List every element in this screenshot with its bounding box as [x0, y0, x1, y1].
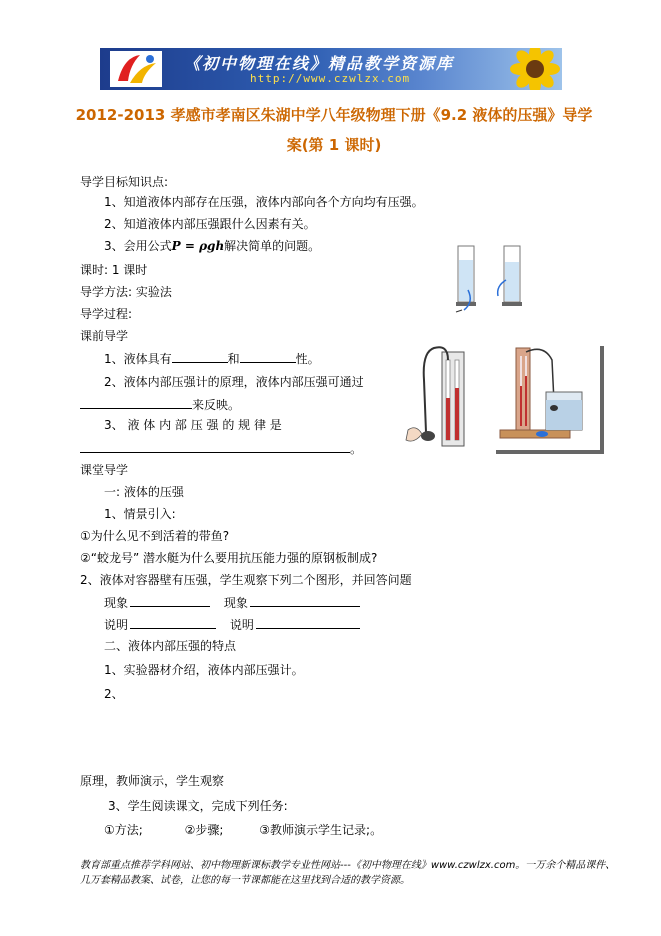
preclass-q1 — [104, 350, 320, 367]
task-list — [104, 822, 382, 838]
scenario-intro: 1、情景引入: — [104, 507, 176, 521]
objective-3 — [104, 238, 320, 254]
pressure-gauge-figure — [404, 340, 474, 456]
preclass-heading: 课前导学 — [80, 329, 129, 343]
q1-text-b: 和 — [227, 352, 240, 366]
question-1: ①为什么见不到活着的带鱼? — [80, 529, 230, 543]
reading-task: 3、学生阅读课文，完成下列任务: — [108, 799, 288, 813]
preclass-q2a: 2、液体内部压强计的原理，液体内部压强可通过 — [104, 375, 364, 389]
title-line-2: 案(第 1 课时) — [286, 136, 382, 154]
banner-url[interactable]: http://www.czwlzx.com — [250, 72, 411, 85]
period: 课时: 1 课时 — [80, 263, 148, 277]
question-2: ②“蛟龙号” 潜水艇为什么要用抗压能力强的原钢板制成? — [80, 551, 378, 565]
q2-text-b: 来反映。 — [192, 398, 241, 412]
answer-blank[interactable] — [130, 594, 210, 607]
section-1-heading: 一: 液体的压强 — [104, 485, 184, 499]
formula: P = ρgh — [171, 239, 225, 253]
document-title — [74, 100, 594, 160]
explain-label: 说明 — [229, 618, 254, 632]
sunflower-icon — [495, 48, 562, 90]
inclass-heading: 课堂导学 — [80, 463, 129, 477]
answer-blank[interactable] — [256, 616, 360, 629]
experiment-apparatus — [496, 346, 596, 446]
principle: 原理，教师演示，学生观察 — [80, 774, 225, 788]
objective-3-suffix: 解决简单的问题。 — [224, 239, 321, 253]
title-line-1: 2012-2013 孝感市孝南区朱湖中学八年级物理下册《9.2 液体的压强》导学 — [75, 106, 593, 124]
answer-blank[interactable] — [250, 594, 360, 607]
explain-label: 说明 — [104, 618, 129, 632]
preclass-q3-blank — [80, 440, 362, 457]
task-method: ①方法; — [104, 823, 143, 837]
cylinder-right — [498, 246, 522, 306]
q3-end: 。 — [350, 442, 363, 456]
preclass-q2b — [80, 396, 240, 413]
answer-blank[interactable] — [172, 350, 228, 363]
banner — [100, 48, 562, 90]
phenomenon-row — [104, 594, 360, 611]
item-2: 2、液体对容器壁有压强，学生观察下列二个图形，并回答问题 — [80, 573, 412, 587]
cylinders-figure — [450, 240, 530, 318]
objectives-heading: 导学目标知识点: — [80, 175, 169, 189]
phenomenon-label: 现象 — [104, 596, 129, 610]
objective-1: 1、知道液体内部存在压强，液体内部向各个方向均有压强。 — [104, 195, 424, 209]
preclass-q3: 3、 液 体 内 部 压 强 的 规 律 是 — [104, 418, 282, 432]
logo-icon — [110, 51, 162, 87]
task-steps: ②步骤; — [184, 823, 224, 837]
objective-2: 2、知道液体内部压强跟什么因素有关。 — [104, 217, 316, 231]
process: 导学过程: — [80, 307, 133, 321]
answer-blank[interactable] — [80, 396, 192, 409]
answer-blank[interactable] — [130, 616, 216, 629]
section-2-heading: 二、液体内部压强的特点 — [104, 639, 237, 653]
section-2-item-2: 2、 — [104, 687, 124, 701]
q1-text-c: 性。 — [295, 352, 320, 366]
method: 导学方法: 实验法 — [80, 285, 172, 299]
answer-blank[interactable] — [240, 350, 296, 363]
q1-text-a: 1、液体具有 — [104, 352, 172, 366]
banner-title: 《初中物理在线》精品教学资源库 — [184, 54, 455, 73]
section-2-item-1: 1、实验器材介绍，液体内部压强计。 — [104, 663, 304, 677]
explain-row — [104, 616, 360, 633]
task-record: ③教师演示学生记录;。 — [259, 823, 383, 837]
experiment-figure — [496, 346, 604, 454]
footer-line-2: 几万套精品教案、试卷，让您的每一节课都能在这里找到合适的教学资源。 — [80, 875, 410, 886]
cylinder-left — [456, 246, 476, 312]
answer-blank[interactable] — [80, 440, 350, 453]
footer-line-1: 教育部重点推荐学科网站、初中物理新课标教学专业性网站---《初中物理在线》www.czwlzx.com。一万余个精品课件、 — [80, 860, 616, 871]
phenomenon-label: 现象 — [223, 596, 248, 610]
objective-3-text: 3、会用公式 — [104, 239, 172, 253]
